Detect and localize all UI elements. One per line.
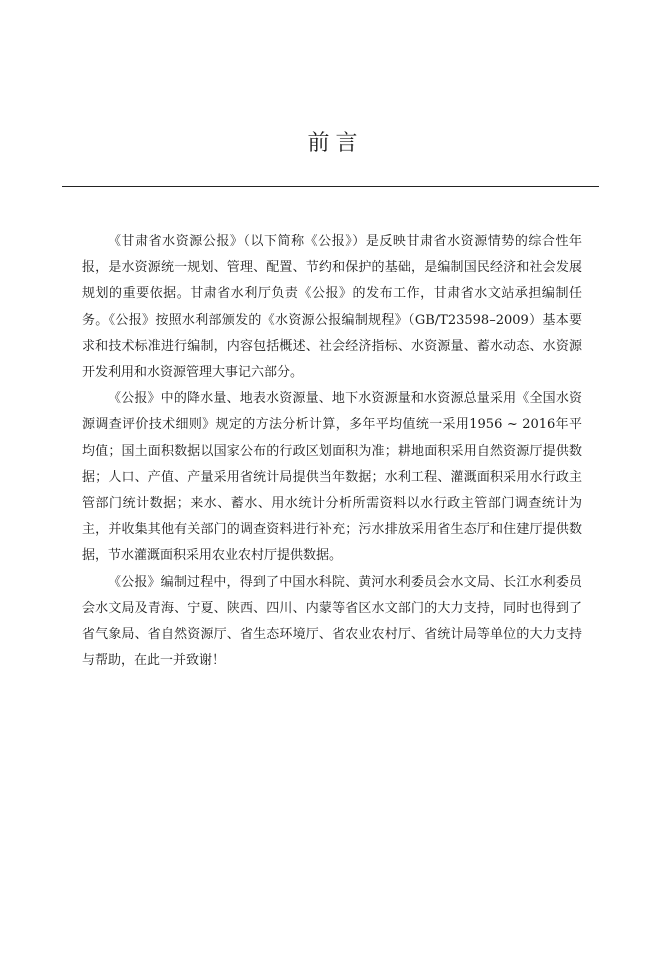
paragraph-thanks: 《公报》编制过程中，得到了中国水科院、黄河水利委员会水文局、长江水利委员会水文局及青海、宁夏、陕西、四川、内蒙等省区水文部门的大力支持，同时也得到了省气象局、省自然资源厅、省生态环境厅、省农业农村厅、省统计局等单位的大力支持与帮助，在此一并致谢！ bbox=[82, 574, 582, 669]
page-title: 前言 bbox=[307, 131, 364, 156]
paragraph-intro: 《甘肃省水资源公报》（以下简称《公报》）是反映甘肃省水资源情势的综合性年报，是水资源统一规划、管理、配置、节约和保护的基础，是编制国民经济和社会发展规划的重要依据。甘肃省水利厅负责《公报》的发布工作，甘肃省水文站承担编制任务。《公报》按照水利部颁发的《水资源公报编制规程》（GB/T23598–2009）基本要求和技术标准进行编制，内容包括概述、社会经济指标、水资源量、蓄水动态、水资源开发利用和水资源管理大事记六部分。 bbox=[82, 234, 582, 381]
preface-body bbox=[82, 229, 582, 674]
title-divider bbox=[62, 186, 599, 187]
paragraph-methods: 《公报》中的降水量、地表水资源量、地下水资源量和水资源总量采用《全国水资源调查评价技术细则》规定的方法分析计算，多年平均值统一采用1956 ~ 2016年平均值；国土面积数据以国家公布的行政区划面积为准；耕地面积采用自然资源厅提供数据；人口、产值、产量采用省统计局提供当年数据；水利工程、灌溉面积采用水行政主管部门统计数据；来水、蓄水、用水统计分析所需资料以水行政主管部门调查统计为主，并收集其他有关部门的调查资料进行补充；污水排放采用省生态厅和住建厅提供数据，节水灌溉面积采用农业农村厅提供数据。 bbox=[82, 391, 582, 564]
